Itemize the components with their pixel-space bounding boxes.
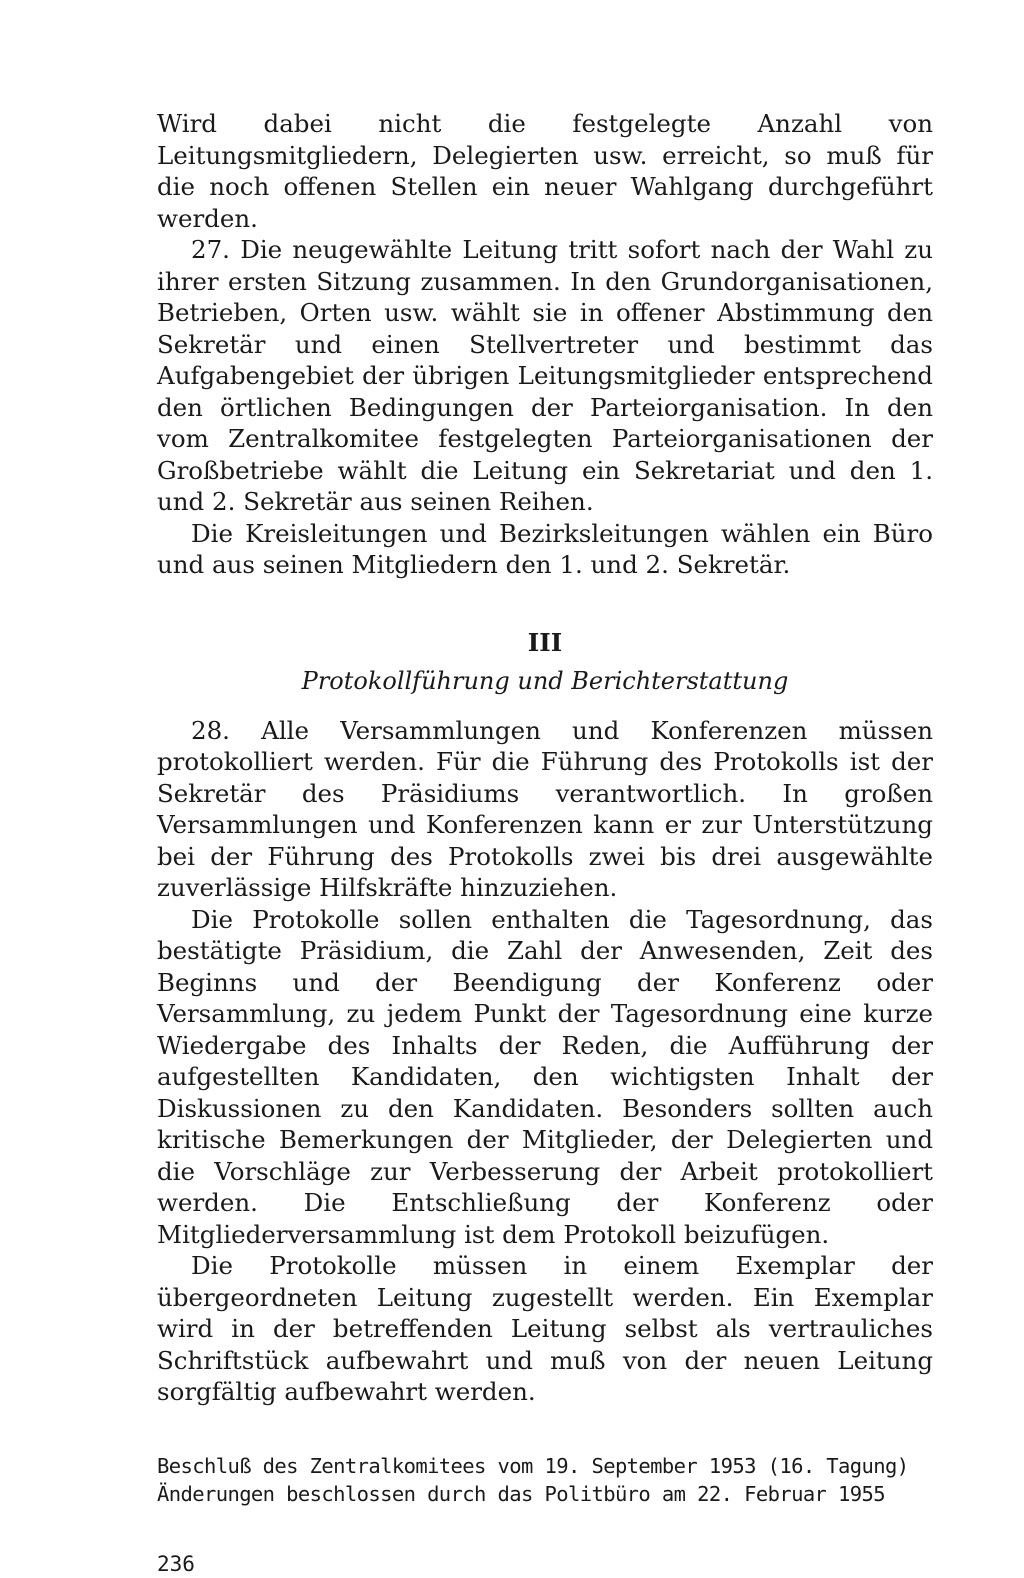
paragraph-kreisleitungen: Die Kreisleitungen und Bezirksleitungen wählen ein Büro und aus seinen Mitgliedern den 1. und 2. Sekretär. [157,518,933,579]
paragraph-27: 27. Die neugewählte Leitung tritt sofort nach der Wahl zu ihrer ersten Sitzung zusammen. In den Grundorganisationen, Betrieben, Orten usw. wählt sie in offener Abstimmung den Sekretär und einen Stellvertreter und bestimmt das Aufgabengebiet der übrigen Leitungsmitglieder entsprechend den örtlichen Bedingungen der Parteiorganisation. In den vom Zentralkomitee festgelegten Parteiorganisationen der Großbetriebe wählt die Leitung ein Sekretariat und den 1. und 2. Sekretär aus seinen Reihen. [157,235,933,516]
section-title: Protokollführung und Berichterstattung [301,667,789,695]
footnote-beschluss: Beschluß des Zentralkomitees vom 19. September 1953 (16. Tagung) [157,1453,909,1478]
footnote-aenderungen: Änderungen beschlossen durch das Politbüro am 22. Februar 1955 [157,1481,886,1506]
page [157,108,933,1578]
section-numeral: III [527,627,563,657]
page-number: 236 [157,1551,195,1576]
paragraph-protokolle-inhalt: Die Protokolle sollen enthalten die Tagesordnung, das bestätigte Präsidium, die Zahl der Anwesenden, Zeit des Beginns und der Beendigung der Konferenz oder Versammlung, zu jedem Punkt der Tagesordnung eine kurze Wiedergabe des Inhalts der Reden, die Aufführung der aufgestellten Kandidaten, den wichtigsten Inhalt der Diskussionen zu den Kandidaten. Besonders sollten auch kritische Bemerkungen der Mitglieder, der Delegierten und die Vorschläge zur Verbesserung der Arbeit protokolliert werden. Die Entschließung der Konferenz oder Mitgliederversammlung ist dem Protokoll beizufügen. [157,904,933,1249]
paragraph-protokolle-exemplar: Die Protokolle müssen in einem Exemplar der übergeordneten Leitung zugestellt werden. Ein Exemplar wird in der betreffenden Leitung selbst als vertrauliches Schriftstück aufbewahrt und muß von der neuen Leitung sorgfältig aufbewahrt werden. [157,1251,933,1406]
footnotes [157,1452,933,1508]
paragraph-continuation: Wird dabei nicht die festgelegte Anzahl von Leitungsmitgliedern, Delegierten usw. erreicht, so muß für die noch offenen Stellen ein neuer Wahlgang durchgeführt werden. [157,109,933,233]
spacer [157,698,933,715]
paragraph-28: 28. Alle Versammlungen und Konferenzen müssen protokolliert werden. Für die Führung des Protokolls ist der Sekretär des Präsidiums verantwortlich. In großen Versammlungen und Konferenzen kann er zur Unterstützung bei der Führung des Protokolls zwei bis drei ausgewählte zuverlässige Hilfskräfte hinzuziehen. [157,715,933,902]
